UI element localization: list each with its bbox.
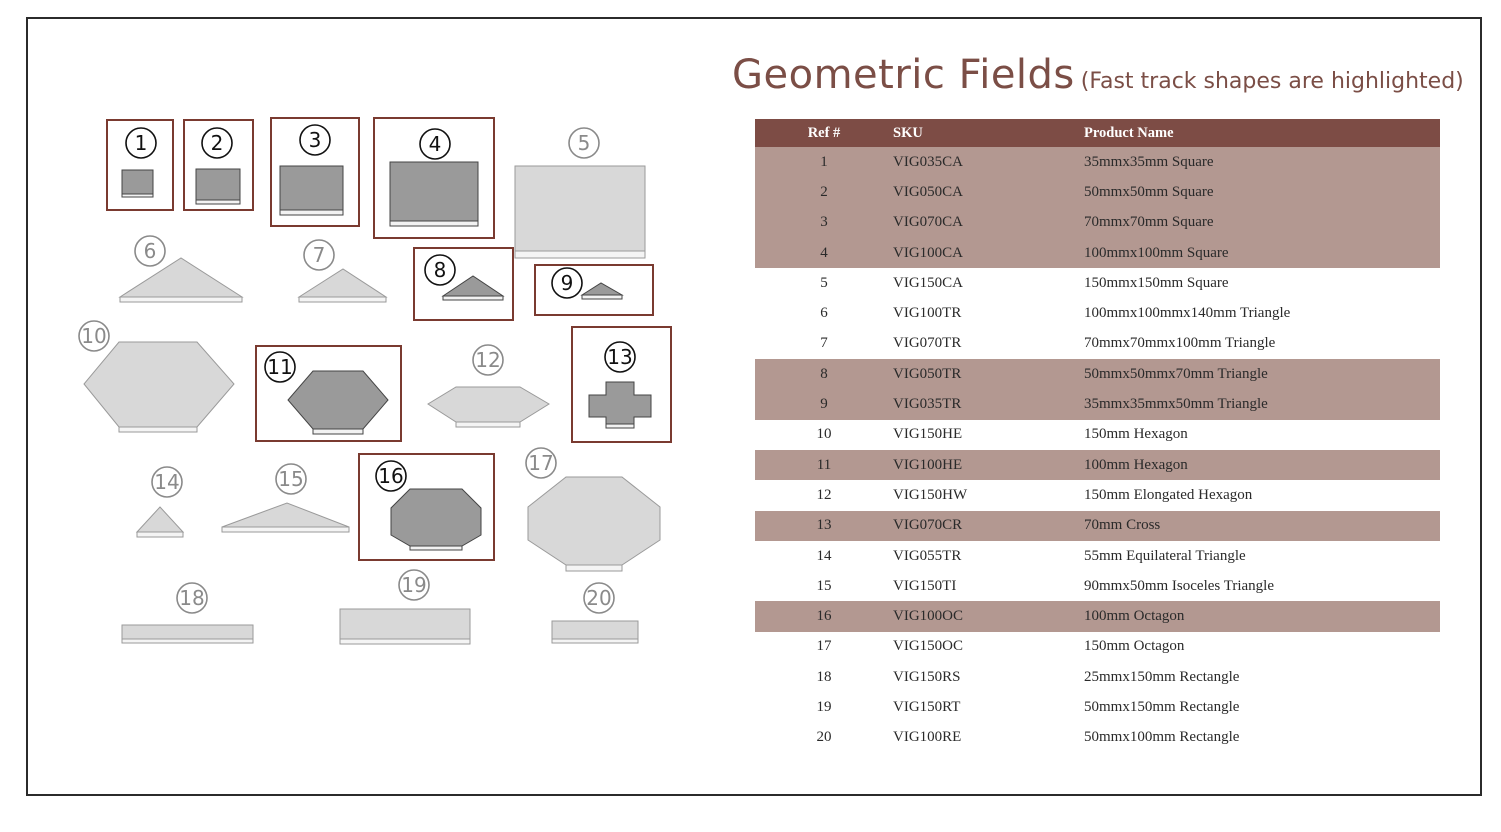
cell-product-name: 150mm Octagon: [1084, 638, 1185, 655]
cell-product-name: 90mmx50mm Isoceles Triangle: [1084, 577, 1274, 594]
shape-label-10: 10: [81, 324, 107, 348]
shape-label-6: 6: [143, 239, 157, 263]
table-row: [755, 662, 1440, 692]
shape-11-hexagon: [288, 371, 388, 429]
cell-product-name: 100mm Octagon: [1084, 601, 1440, 631]
cell-product-name: 35mmx35mmx50mm Triangle: [1084, 389, 1440, 419]
shape-label-17: 17: [528, 451, 554, 475]
table-row: [755, 147, 1440, 177]
table-row: [755, 511, 1440, 541]
cell-ref: 15: [816, 577, 832, 594]
shape-16-octagon: [391, 489, 481, 546]
table-row: [755, 692, 1440, 722]
cell-sku: VIG100CA: [893, 238, 1084, 268]
table-row: [755, 208, 1440, 238]
cell-product-name: 150mm Hexagon: [1084, 426, 1188, 443]
table-row: [755, 298, 1440, 328]
product-table: [755, 119, 1440, 753]
cell-sku: VIG035CA: [893, 147, 1084, 177]
shape-19-rectangle: [340, 609, 470, 639]
cell-ref: 2: [755, 177, 893, 207]
cell-sku: VIG100OC: [893, 601, 1084, 631]
table-row: [755, 389, 1440, 419]
shape-label-5: 5: [577, 131, 591, 155]
cell-ref: 3: [755, 208, 893, 238]
cell-ref: 12: [816, 486, 832, 503]
title-subtitle: (Fast track shapes are highlighted): [1080, 69, 1464, 94]
cell-ref: 8: [755, 359, 893, 389]
shape-7-triangle: [299, 269, 386, 297]
table-row: [755, 450, 1440, 480]
table-row: [755, 723, 1440, 753]
cell-product-name: 25mmx150mm Rectangle: [1084, 668, 1240, 685]
cell-product-name: 50mmx50mm Square: [1084, 177, 1440, 207]
shape-label-18: 18: [179, 586, 205, 610]
cell-ref: 19: [816, 698, 832, 715]
cell-sku: VIG050TR: [893, 359, 1084, 389]
shape-label-11: 11: [267, 355, 293, 379]
cell-sku: VIG070TR: [893, 335, 962, 352]
cell-sku: VIG100RE: [893, 729, 962, 746]
cell-sku: VIG055TR: [893, 547, 962, 564]
cell-product-name: 55mm Equilateral Triangle: [1084, 547, 1246, 564]
cell-sku: VIG150HE: [893, 426, 963, 443]
shape-label-4: 4: [428, 132, 442, 156]
cell-sku: VIG150HW: [893, 486, 968, 503]
shape-label-20: 20: [586, 586, 612, 610]
cell-sku: VIG150RS: [893, 668, 961, 685]
table-row: [755, 420, 1440, 450]
cell-ref: 16: [755, 601, 893, 631]
cell-product-name: 150mmx150mm Square: [1084, 274, 1229, 291]
page-title: [732, 52, 1462, 98]
shape-label-19: 19: [401, 573, 427, 597]
table-row: [755, 238, 1440, 268]
shape-5-square: [515, 166, 645, 251]
shape-label-15: 15: [278, 467, 304, 491]
shape-18-rectangle: [122, 625, 253, 639]
table-row: [755, 359, 1440, 389]
shape-label-13: 13: [607, 345, 633, 369]
shape-15-triangle: [222, 503, 349, 527]
cell-sku: VIG035TR: [893, 389, 1084, 419]
shape-label-16: 16: [378, 464, 404, 488]
table-row: [755, 571, 1440, 601]
cell-product-name: 150mm Elongated Hexagon: [1084, 486, 1253, 503]
cell-ref: 5: [820, 274, 828, 291]
cell-product-name: 50mmx50mmx70mm Triangle: [1084, 359, 1440, 389]
shape-label-2: 2: [210, 131, 224, 155]
shape-13-cross: [589, 382, 651, 424]
shape-20-rectangle: [552, 621, 638, 639]
cell-product-name: 50mmx150mm Rectangle: [1084, 698, 1240, 715]
shape-14-triangle: [137, 507, 183, 532]
cell-ref: 11: [755, 450, 893, 480]
table-row: [755, 632, 1440, 662]
cell-product-name: 70mmx70mmx100mm Triangle: [1084, 335, 1276, 352]
cell-sku: VIG070CR: [893, 511, 1084, 541]
cell-ref: 7: [820, 335, 828, 352]
cell-product-name: 50mmx100mm Rectangle: [1084, 729, 1240, 746]
cell-sku: VIG150TI: [893, 577, 957, 594]
shape-10-hexagon: [84, 342, 234, 427]
shape-3-square: [280, 166, 343, 210]
shape-1-square: [122, 170, 153, 194]
shape-6-triangle: [120, 258, 242, 297]
table-row: [755, 177, 1440, 207]
shape-12-elongated-hexagon: [428, 387, 549, 422]
shape-label-1: 1: [134, 131, 148, 155]
table-row: [755, 268, 1440, 298]
cell-ref: 17: [816, 638, 832, 655]
cell-ref: 9: [755, 389, 893, 419]
table-row: [755, 541, 1440, 571]
shape-2-square: [196, 169, 240, 200]
cell-product-name: 35mmx35mm Square: [1084, 147, 1440, 177]
shape-9-triangle: [582, 283, 622, 295]
shape-4-square: [390, 162, 478, 221]
shape-diagram: [0, 0, 720, 700]
cell-product-name: 70mmx70mm Square: [1084, 208, 1440, 238]
shape-label-14: 14: [154, 470, 180, 494]
cell-ref: 18: [816, 668, 832, 685]
cell-sku: VIG150CA: [893, 274, 963, 291]
shape-17-octagon: [528, 477, 660, 565]
cell-ref: 4: [755, 238, 893, 268]
cell-product-name: 70mm Cross: [1084, 511, 1440, 541]
header-product-name: Product Name: [1084, 119, 1440, 147]
cell-ref: 1: [755, 147, 893, 177]
cell-sku: VIG100TR: [893, 305, 962, 322]
cell-sku: VIG070CA: [893, 208, 1084, 238]
cell-sku: VIG150RT: [893, 698, 961, 715]
cell-sku: VIG100HE: [893, 450, 1084, 480]
header-sku: SKU: [893, 119, 1084, 147]
table-header-row: [755, 119, 1440, 147]
cell-ref: 13: [755, 511, 893, 541]
cell-sku: VIG150OC: [893, 638, 963, 655]
shape-label-7: 7: [312, 243, 326, 267]
title-main: Geometric Fields: [732, 52, 1075, 98]
cell-ref: 6: [820, 305, 828, 322]
table-row: [755, 601, 1440, 631]
shape-label-9: 9: [560, 271, 574, 295]
header-ref: Ref #: [755, 119, 893, 147]
shape-label-12: 12: [475, 348, 501, 372]
cell-product-name: 100mmx100mm Square: [1084, 238, 1440, 268]
cell-ref: 14: [816, 547, 832, 564]
cell-product-name: 100mmx100mmx140mm Triangle: [1084, 305, 1291, 322]
shape-label-3: 3: [308, 128, 322, 152]
cell-product-name: 100mm Hexagon: [1084, 450, 1440, 480]
cell-ref: 20: [816, 729, 832, 746]
cell-ref: 10: [816, 426, 832, 443]
cell-sku: VIG050CA: [893, 177, 1084, 207]
shape-label-8: 8: [433, 258, 447, 282]
table-row: [755, 480, 1440, 510]
table-row: [755, 329, 1440, 359]
